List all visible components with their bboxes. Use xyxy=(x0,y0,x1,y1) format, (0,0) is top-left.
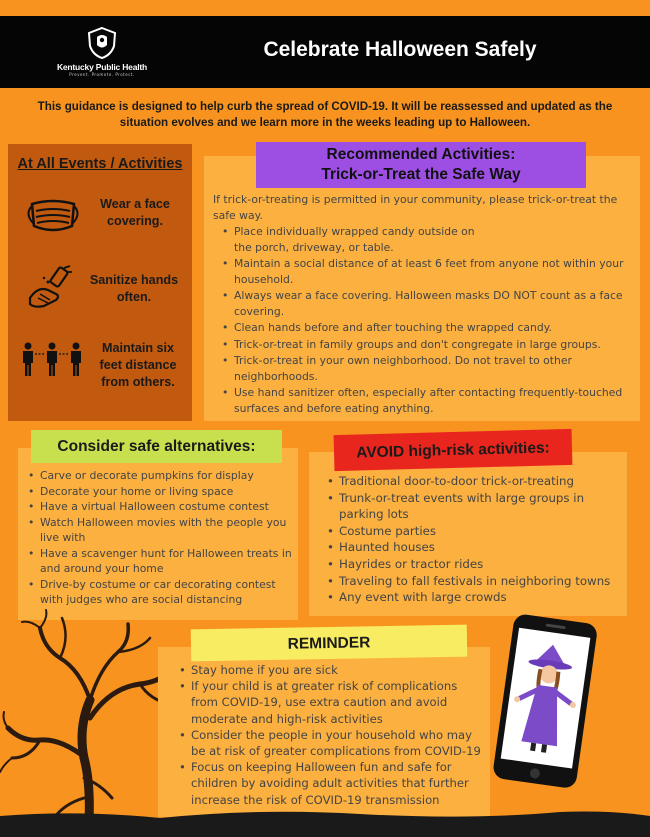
list-item: • Watch Halloween movies with the people you live with xyxy=(25,515,295,546)
org-tagline: Prevent. Promote. Protect. xyxy=(69,72,135,77)
list-item: • Trick-or-treat in your own neighborhood. Do not travel to other neighborhoods. xyxy=(219,353,629,384)
list-item: • Stay home if you are sick xyxy=(176,662,481,678)
recommended-list xyxy=(219,224,629,417)
list-item: • Place individually wrapped candy outside on the porch, driveway, or table. xyxy=(219,224,629,255)
shield-logo-icon xyxy=(85,26,119,60)
alternatives-list xyxy=(25,468,295,608)
intro-text: This guidance is designed to help curb the spread of COVID-19. It will be reassessed and updated as the situation evolves and we learn more in the weeks leading up to Halloween. xyxy=(37,100,613,129)
header-bar xyxy=(0,16,650,88)
list-item: • Any event with large crowds xyxy=(324,589,624,606)
list-item: • Haunted houses xyxy=(324,539,624,556)
face-mask-icon xyxy=(22,196,84,240)
list-item: • Hayrides or tractor rides xyxy=(324,556,624,573)
list-item: • If your child is at greater risk of complications from COVID-19, use extra caution and avoid moderate and high-risk activities xyxy=(176,678,481,727)
list-item: • Clean hands before and after touching the wrapped candy. xyxy=(219,320,629,336)
list-item: • Decorate your home or living space xyxy=(25,484,295,500)
recommended-intro: If trick-or-treating is permitted in your community, please trick-or-treat the safe way. xyxy=(213,193,618,222)
page-title: Celebrate Halloween Safely xyxy=(263,38,537,61)
all-events-heading: At All Events / Activities xyxy=(17,156,183,172)
alternatives-title: Consider safe alternatives: xyxy=(31,430,282,463)
org-name: Kentucky Public Health xyxy=(56,62,148,72)
list-item: • Focus on keeping Halloween fun and safe for children by avoiding adult activities that further increase the risk of COVID-19 transmission xyxy=(176,759,481,808)
list-item: • Maintain a social distance of at least 6 feet from anyone not within your household. xyxy=(219,256,629,287)
list-item: • Trick-or-treat in family groups and don't congregate in large groups. xyxy=(219,337,629,353)
social-distance-icon xyxy=(18,342,86,382)
list-item: • Consider the people in your household who may be at risk of greater complications from COVID-19 xyxy=(176,727,481,759)
reminder-title: REMINDER xyxy=(191,625,468,662)
all-events-panel xyxy=(8,144,192,421)
recommended-title-line2: Trick-or-Treat the Safe Way xyxy=(321,166,521,183)
reminder-list xyxy=(176,662,481,808)
list-item: • Drive-by costume or car decorating contest with judges who are social distancing xyxy=(25,577,295,608)
list-item: • Trunk-or-treat events with large groups in parking lots xyxy=(324,490,624,523)
ground-silhouette xyxy=(0,808,650,837)
list-item: • Carve or decorate pumpkins for display xyxy=(25,468,295,484)
avoid-title: AVOID high-risk activities: xyxy=(334,429,573,471)
recommended-title-line1: Recommended Activities: xyxy=(326,146,516,163)
phone-witch-illustration xyxy=(489,612,599,792)
recommended-title xyxy=(256,142,586,188)
list-item: • Traditional door-to-door trick-or-treating xyxy=(324,473,624,490)
list-item: • Always wear a face covering. Halloween masks DO NOT count as a face covering. xyxy=(219,288,629,319)
list-item: • Use hand sanitizer often, especially after contacting frequently-touched surfaces and before eating anything. xyxy=(219,385,629,416)
kentucky-public-health-logo xyxy=(46,26,158,84)
avoid-list xyxy=(324,473,624,606)
list-item: • Have a virtual Halloween costume contest xyxy=(25,499,295,515)
sanitize-hands-label: Sanitize hands often. xyxy=(89,273,179,304)
maintain-distance-label: Maintain six feet distance from others. xyxy=(99,341,177,389)
list-item: • Costume parties xyxy=(324,523,624,540)
hand-sanitizer-icon xyxy=(26,264,80,314)
list-item: • Have a scavenger hunt for Halloween treats in and around your home xyxy=(25,546,295,577)
wear-face-covering-label: Wear a face covering. xyxy=(100,197,170,228)
list-item: • Traveling to fall festivals in neighboring towns xyxy=(324,573,624,590)
